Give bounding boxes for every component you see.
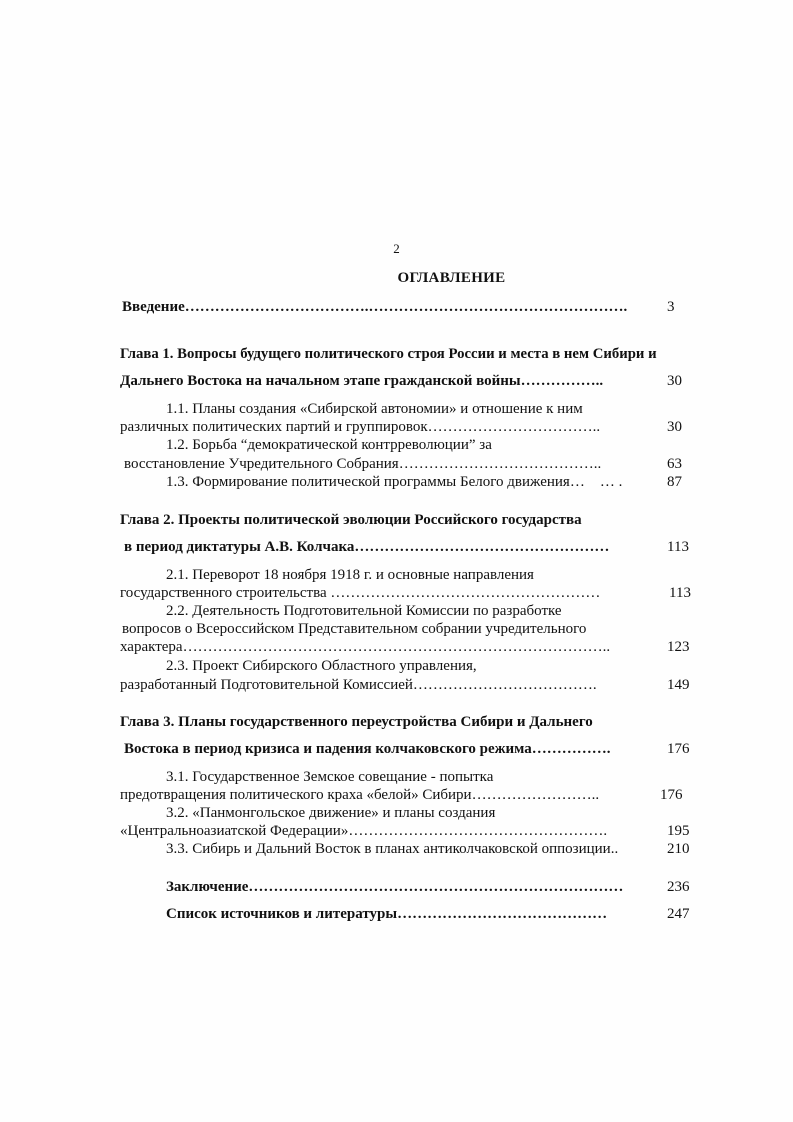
section-3-3-line1: 3.3. Сибирь и Дальний Восток в планах антиколчаковской оппозиции.. [166, 841, 619, 857]
chapter-3-heading-line1: Глава 3. Планы государственного переустройства Сибири и Дальнего [120, 714, 593, 730]
section-2-2-line1: 2.2. Деятельность Подготовительной Комиссии по разработке [166, 603, 562, 619]
section-2-1-line2: государственного строительства ……………………………………………… [120, 585, 601, 601]
chapter-3-page: 176 [667, 741, 690, 757]
toc-entry-intro: Введение……………………………….……………………………………………. [122, 299, 628, 315]
section-2-3-line2: разработанный Подготовительной Комиссией………………………………. [120, 677, 597, 693]
toc-page-intro: 3 [667, 299, 675, 315]
section-3-1-page: 176 [660, 787, 683, 803]
chapter-1-heading-line2: Дальнего Востока на начальном этапе гражданской войны…………….. [120, 373, 604, 389]
chapter-1-page: 30 [667, 373, 682, 389]
section-1-2-page: 63 [667, 456, 682, 472]
toc-title: ОГЛАВЛЕНИЕ [397, 270, 506, 286]
section-1-3-page: 87 [667, 474, 682, 490]
section-1-1-line1: 1.1. Планы создания «Сибирской автономии» и отношение к ним [166, 401, 583, 417]
section-2-1-page: 113 [669, 585, 691, 601]
section-2-1-line1: 2.1. Переворот 18 ноября 1918 г. и основные направления [166, 567, 534, 583]
section-3-3-page: 210 [667, 841, 690, 857]
toc-page-conclusion: 236 [667, 879, 690, 895]
chapter-2-heading-line1: Глава 2. Проекты политической эволюции Российского государства [120, 512, 582, 528]
section-2-2-page: 123 [667, 639, 690, 655]
chapter-2-heading-line2: в период диктатуры А.В. Колчака…………………………………………… [124, 539, 610, 555]
section-1-2-line1: 1.2. Борьба “демократической контрреволюции” за [166, 437, 492, 453]
section-3-2-line2: «Центральноазиатской Федерации»……………………………………………. [120, 823, 608, 839]
section-2-2-line3: характера………………………………………………………………………….. [120, 639, 611, 655]
section-3-1-line1: 3.1. Государственное Земское совещание - попытка [166, 769, 494, 785]
section-3-2-line1: 3.2. «Панмонгольское движение» и планы создания [166, 805, 496, 821]
chapter-3-heading-line2: Востока в период кризиса и падения колчаковского режима……………. [124, 741, 611, 757]
chapter-2-page: 113 [667, 539, 689, 555]
section-3-1-line2: предотвращения политического краха «белой» Сибири…………………….. [120, 787, 600, 803]
toc-entry-conclusion: Заключение………………………………………………………………… [166, 879, 624, 895]
page-number: 2 [393, 241, 400, 256]
chapter-1-heading-line1: Глава 1. Вопросы будущего политического строя России и места в нем Сибири и [120, 346, 657, 362]
section-1-1-page: 30 [667, 419, 682, 435]
section-1-2-line2: восстановление Учредительного Собрания………………………………….. [124, 456, 602, 472]
section-2-3-page: 149 [667, 677, 690, 693]
section-1-3-line1: 1.3. Формирование политической программы Белого движения… … . [166, 474, 623, 490]
section-3-2-page: 195 [667, 823, 690, 839]
toc-page-sources: 247 [667, 906, 690, 922]
section-1-1-line2: различных политических партий и группировок…………………………….. [120, 419, 601, 435]
section-2-2-line2: вопросов о Всероссийском Представительном собрании учредительного [122, 621, 587, 637]
section-2-3-line1: 2.3. Проект Сибирского Областного управления, [166, 658, 477, 674]
toc-entry-sources: Список источников и литературы…………………………………… [166, 906, 608, 922]
